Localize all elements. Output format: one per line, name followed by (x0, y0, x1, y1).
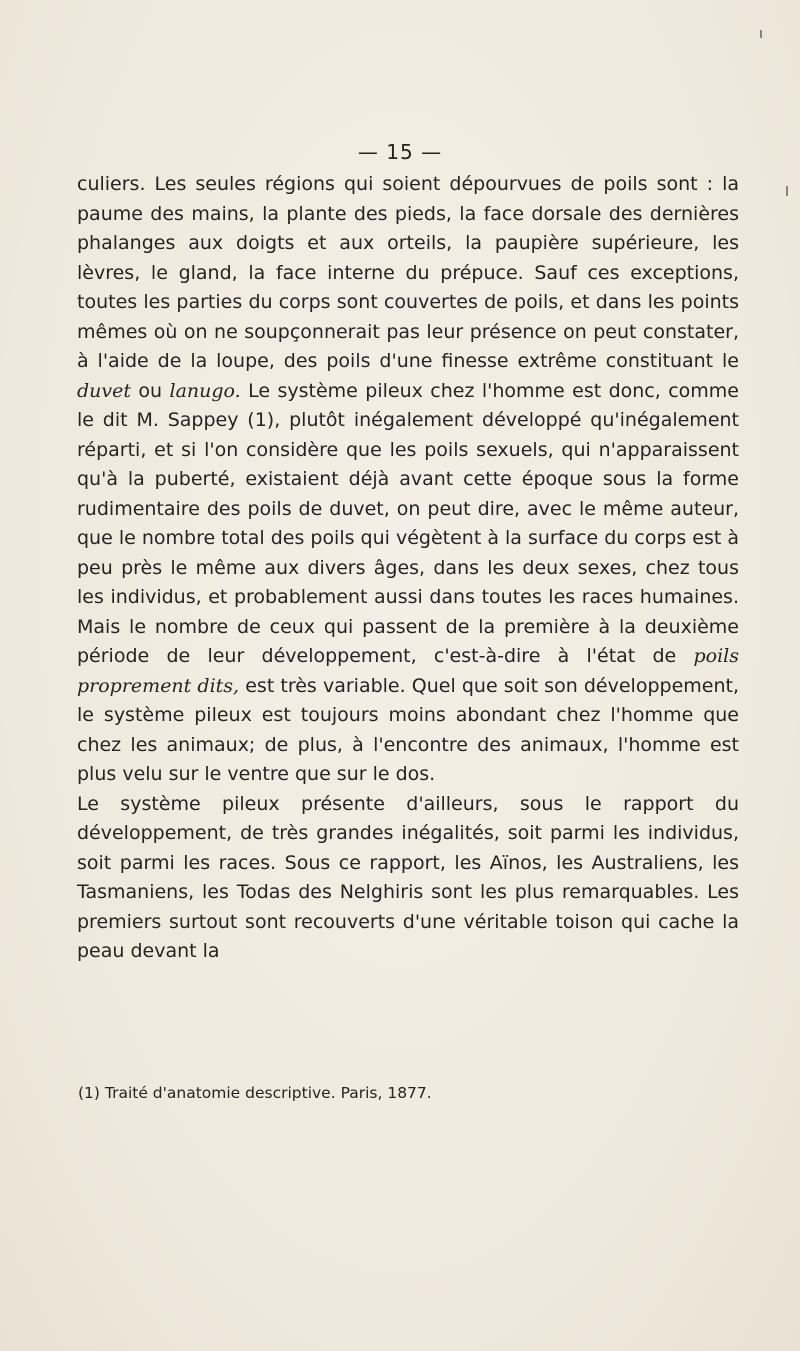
page-number: — 15 — (357, 140, 443, 164)
footnote: (1) Traité d'anatomie descriptive. Paris, 1877. (78, 1084, 432, 1102)
body-text (77, 170, 739, 967)
scan-speck (786, 186, 788, 196)
scan-speck (760, 30, 762, 38)
paragraph-1-part-c: Le système pileux chez l'homme est donc, comme le dit M. Sappey (1), plutôt inégalement développé qu'inégalement réparti, et si l'on considère que les poils sexuels, qui n'apparaissent qu'à la puberté, existaient déjà avant cette époque sous la forme rudimentaire des poils de duvet, on peut dire, avec le même auteur, que le nombre total des poils qui végètent à la surface du corps est à peu près le même aux divers âges, dans les deux sexes, chez tous les individus, et probablement aussi dans toutes les races humaines. Mais le nombre de ceux qui passent de la première à la deuxième période de leur développement, c'est-à-dire à l'état de (77, 379, 739, 667)
paragraph-1-part-a: culiers. Les seules régions qui soient dépourvues de poils sont : la paume des mains, la plante des pieds, la face dorsale des dernières phalanges aux doigts et aux orteils, la paupière supérieure, les lèvres, le gland, la face interne du prépuce. Sauf ces exceptions, toutes les parties du corps sont couvertes de poils, et dans les points mêmes où on ne soupçonnerait pas leur présence on peut constater, à l'aide de la loupe, des poils d'une finesse extrême constituant le (77, 173, 739, 372)
term-poils-proprement-dits: poils proprement dits, (77, 645, 739, 697)
paragraph-1-part-d: est très variable. Quel que soit son développement, le système pileux est toujours moins abondant chez l'homme que chez les animaux; de plus, à l'encontre des animaux, l'homme est plus velu sur le ventre que sur le dos. (77, 674, 739, 785)
paragraph-1-part-b: ou (131, 379, 170, 402)
paragraph-1 (77, 170, 739, 790)
term-lanugo: lanugo. (169, 379, 241, 402)
term-duvet: duvet (77, 379, 132, 402)
paragraph-2: Le système pileux présente d'ailleurs, sous le rapport du développement, de très grandes inégalités, soit parmi les individus, soit parmi les races. Sous ce rapport, les Aïnos, les Australiens, les Tasmaniens, les Todas des Nelghiris sont les plus remarquables. Les premiers surtout sont recouverts d'une véritable toison qui cache la peau devant la (77, 792, 739, 962)
